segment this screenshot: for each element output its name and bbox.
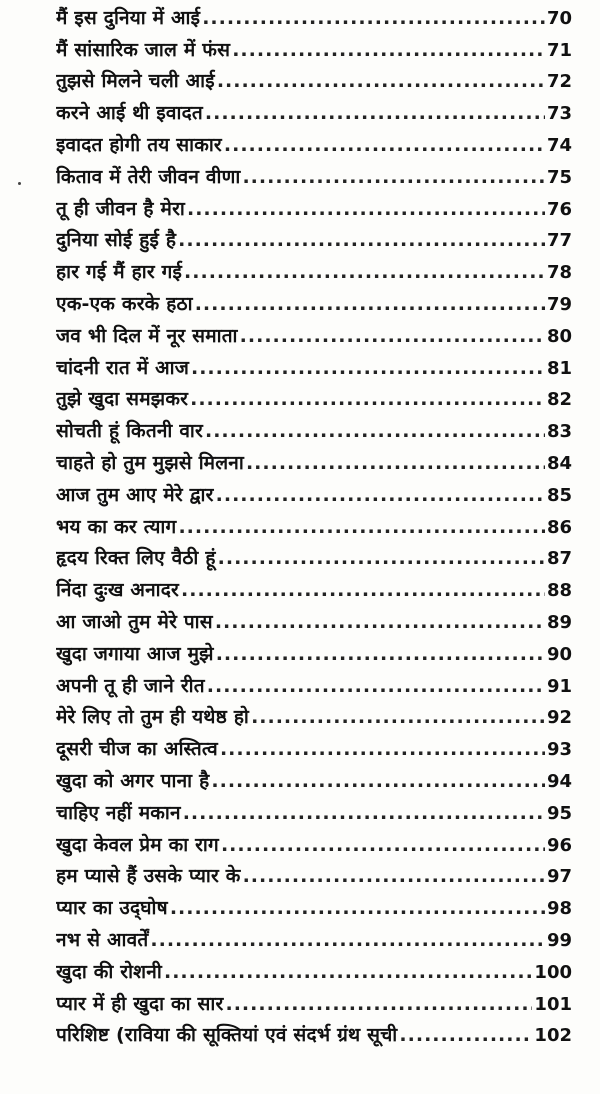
toc-entry-page-number: 97 [546,866,572,888]
dot-leader [181,581,545,600]
toc-entry-title: भय का कर त्याग [56,515,177,538]
dot-leader [220,740,545,759]
toc-entry-title: करने आई थी इवादत [56,102,203,125]
toc-entry-page-number: 89 [546,611,572,633]
toc-entry-title: सोचती हूं कितनी वार [56,420,203,443]
toc-entry [56,97,572,129]
toc-entry [56,606,572,638]
dot-leader [184,263,545,282]
toc-entry [56,765,572,797]
toc-entry-title: आ जाओ तुम मेरे पास [56,610,213,633]
toc-entry-page-number: 91 [546,675,572,697]
dot-leader [240,327,545,346]
toc-entry-title: मेरे लिए तो तुम ही यथेष्ठ हो [56,706,250,729]
dot-leader [216,645,545,664]
dot-leader [221,836,545,855]
toc-entry [56,288,572,320]
dot-leader [195,295,545,314]
toc-entry-page-number: 76 [546,198,572,220]
toc-entry [56,892,572,924]
toc-entry [56,447,572,479]
dot-leader [242,168,544,187]
dot-leader [170,899,545,918]
dot-leader [217,72,545,91]
toc-entry [56,638,572,670]
toc-entry-title: अपनी तू ही जाने रीत [56,674,205,697]
toc-entry-page-number: 78 [546,262,572,284]
toc-entry [56,2,572,34]
dot-leader [251,708,545,727]
dot-leader [205,104,545,123]
toc-entry-page-number: 93 [546,739,572,761]
toc-entry [56,415,572,447]
toc-entry [56,988,572,1020]
toc-entry-page-number: 96 [546,834,572,856]
toc-entry [56,670,572,702]
toc-entry [56,352,572,384]
dot-leader [191,359,545,378]
dot-leader [207,677,545,696]
toc-entry-page-number: 98 [546,898,572,920]
toc-entry-page-number: 90 [546,643,572,665]
toc-entry [56,193,572,225]
toc-entry-title: इवादत होगी तय साकार [56,133,222,156]
toc-entry-page-number: 73 [546,103,572,125]
toc-entry-page-number: 81 [546,357,572,379]
dot-leader [399,1026,532,1045]
toc-entry [56,797,572,829]
toc-entry-page-number: 95 [546,802,572,824]
toc-entry-title: दूसरी चीज का अस्तित्व [56,738,218,761]
toc-entry-title: जव भी दिल में नूर समाता [56,324,238,347]
toc-entry-title: खुदा की रोशनी [56,960,162,983]
dot-leader [211,772,545,791]
toc-entry-title: नभ से आवर्तें [56,928,149,951]
dot-leader [178,518,544,537]
toc-entry [56,320,572,352]
dot-leader [246,454,545,473]
toc-entry [56,66,572,98]
dot-leader [183,804,545,823]
toc-entry-page-number: 80 [546,325,572,347]
toc-entry [56,34,572,66]
toc-entry-page-number: 100 [534,961,572,983]
toc-entry-page-number: 75 [546,166,572,188]
dot-leader [190,390,545,409]
toc-entry-page-number: 84 [546,452,572,474]
dot-leader [225,995,532,1014]
toc-entry-page-number: 77 [546,230,572,252]
toc-entry [56,129,572,161]
toc-entry [56,702,572,734]
toc-entry-title: आज तुम आए मेरे द्वार [56,483,214,506]
toc-entry-title: चाहते हो तुम मुझसे मिलना [56,451,244,474]
toc-entry-title: प्यार में ही खुदा का सार [56,992,224,1015]
dot-leader [224,136,545,155]
table-of-contents [56,2,572,1051]
dot-leader [205,422,545,441]
toc-entry [56,574,572,606]
toc-entry [56,829,572,861]
dot-leader [232,41,545,60]
toc-entry-title: किताव में तेरी जीवन वीणा [56,165,241,188]
toc-entry-page-number: 87 [546,548,572,570]
toc-entry-page-number: 88 [546,580,572,602]
toc-entry-page-number: 74 [546,134,572,156]
toc-entry-page-number: 71 [546,39,572,61]
toc-entry-page-number: 86 [546,516,572,538]
toc-entry-title: एक-एक करके हठा [56,292,193,315]
dot-leader [164,963,532,982]
toc-entry [56,956,572,988]
toc-entry-title: तुझे खुदा समझकर [56,388,189,411]
toc-entry [56,225,572,257]
toc-entry-title: तुझसे मिलने चली आई [56,70,215,93]
toc-entry-title: खुदा को अगर पाना है [56,769,210,792]
toc-entry-page-number: 85 [546,484,572,506]
toc-entry-page-number: 70 [546,7,572,29]
toc-entry [56,861,572,893]
toc-entry [56,733,572,765]
toc-entry [56,1020,572,1052]
toc-entry-title: निंदा दुःख अनादर [56,579,180,602]
toc-entry-page-number: 101 [534,993,572,1015]
dot-leader [187,200,545,219]
toc-entry [56,924,572,956]
toc-entry-page-number: 94 [546,770,572,792]
toc-entry-title: मैं सांसारिक जाल में फंस [56,38,231,61]
toc-entry-title: चांदनी रात में आज [56,356,189,379]
print-speck [18,182,21,185]
toc-entry-title: खुदा केवल प्रेम का राग [56,833,219,856]
toc-entry-title: हार गई मैं हार गई [56,261,183,284]
toc-entry-page-number: 92 [546,707,572,729]
toc-entry [56,511,572,543]
dot-leader [218,549,545,568]
toc-entry-title: मैं इस दुनिया में आई [56,6,201,29]
toc-entry-page-number: 82 [546,389,572,411]
toc-entry [56,543,572,575]
dot-leader [178,231,545,250]
toc-entry-title: प्यार का उद्‌घोष [56,897,168,920]
toc-entry-page-number: 72 [546,71,572,93]
toc-entry-title: चाहिए नहीं मकान [56,801,181,824]
dot-leader [215,613,545,632]
dot-leader [243,867,545,886]
toc-entry-title: परिशिष्ट (राविया की सूक्तियां एवं संदर्भ ग्रंथ सूची [56,1024,398,1047]
dot-leader [150,931,545,950]
toc-entry [56,384,572,416]
toc-entry-page-number: 83 [546,421,572,443]
toc-entry-page-number: 79 [546,293,572,315]
toc-entry-title: हृदय रिक्त लिए वैठी हूं [56,547,216,570]
toc-entry-title: खुदा जगाया आज मुझे [56,642,214,665]
dot-leader [202,9,545,28]
toc-entry-page-number: 102 [534,1025,572,1047]
toc-entry [56,479,572,511]
toc-entry-title: हम प्यासे हैं उसके प्यार के [56,865,241,888]
toc-entry [56,161,572,193]
toc-entry-title: तू ही जीवन है मेरा [56,197,185,220]
toc-entry-page-number: 99 [546,929,572,951]
toc-entry [56,256,572,288]
toc-entry-title: दुनिया सोई हुई है [56,229,177,252]
dot-leader [216,486,545,505]
